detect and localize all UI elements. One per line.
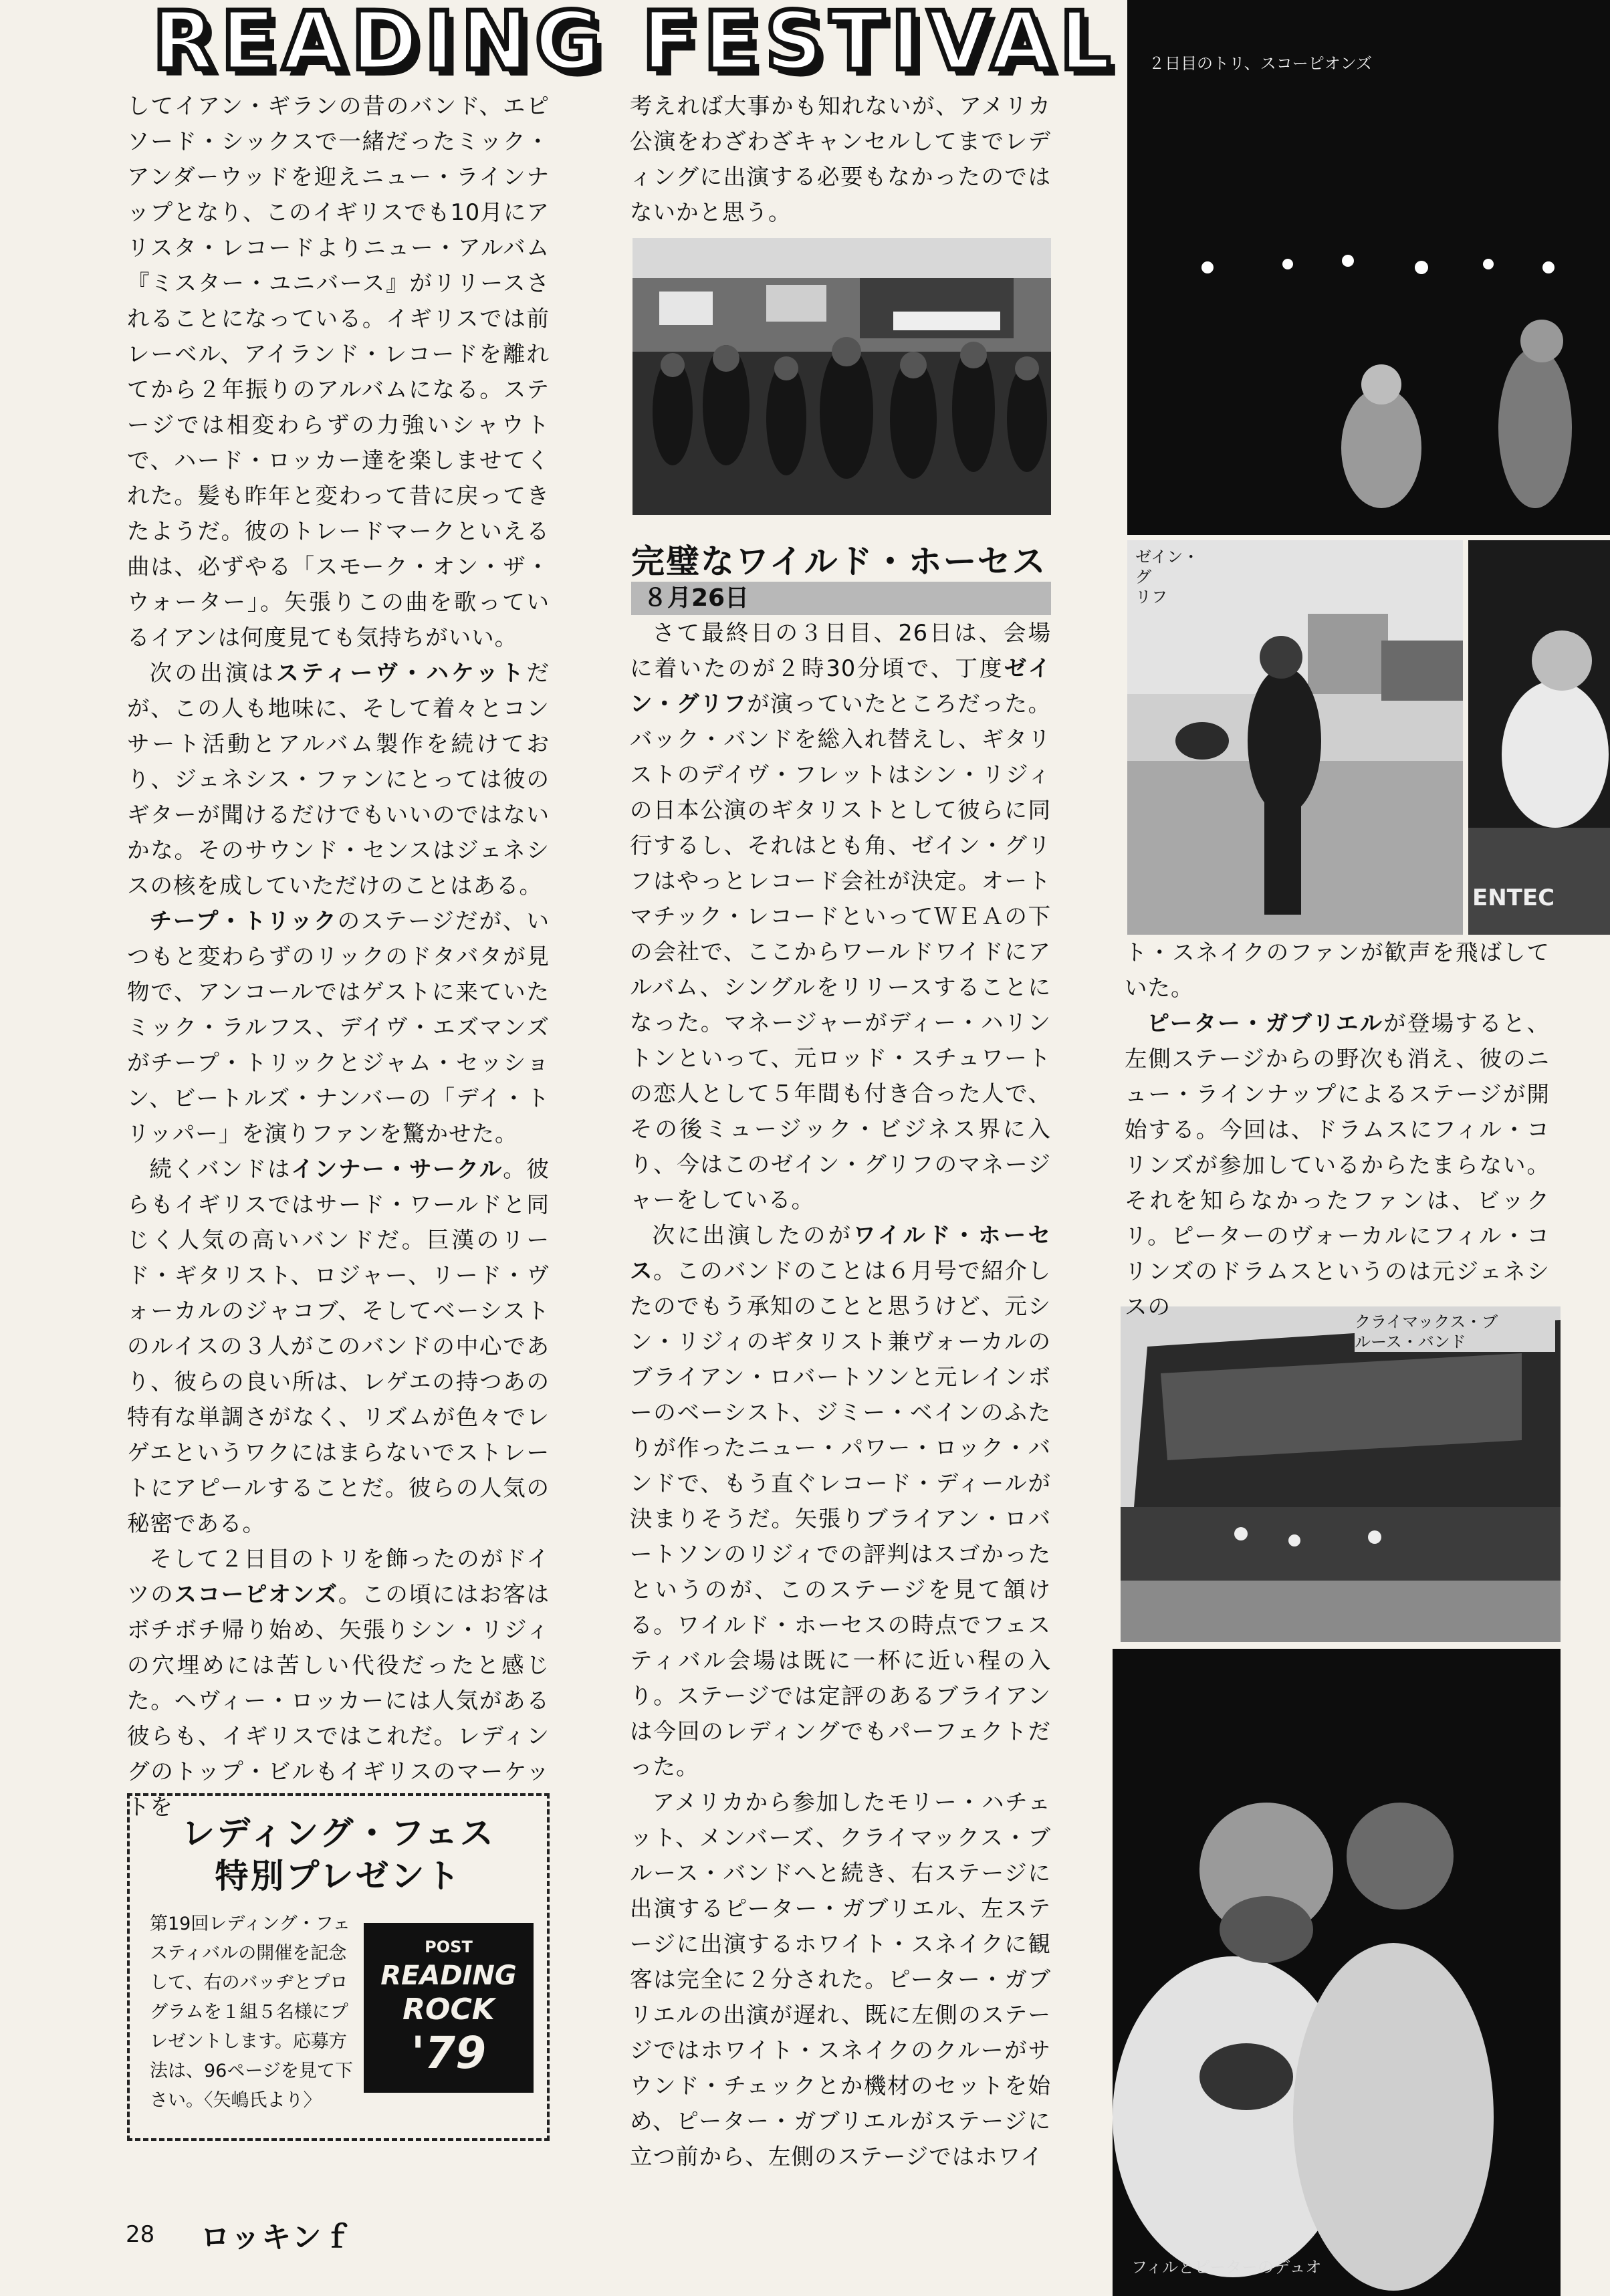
paragraph [127,1151,550,1541]
text-run: さて最終日の３日目、26日は、会場に着いたのが２時30分頃で、丁度 [630,620,1051,681]
paragraph [630,615,1051,1218]
paragraph [127,655,550,903]
zaine-griff-photo [1127,540,1463,935]
section-date: ８月26日 [631,582,1051,615]
paragraph [127,88,550,655]
present-heading-line-1: レディング・フェス [181,1814,495,1853]
article-column-3 [1125,935,1550,1325]
text-run: 次の出演は [149,660,277,686]
page-number: 28 [126,2221,155,2248]
badge-reading-text: READING [380,1960,517,1991]
paragraph [1125,935,1550,1006]
text-run: そして２日目のトリを飾ったのがドイツの [127,1546,550,1607]
text-run: が登場すると、左側ステージからの野次も消え、彼のニュー・ラインナップによるステージが開始する。今回は、ドラムスにフィル・コリンズが参加しているからたまらない。それを知らなかったファンは、ビックリ。ピーターのヴォーカルにフィル・コリンズのドラムスというのは元ジェネシスの [1125,1010,1550,1320]
bold-name: チープ・トリック [149,908,338,934]
section-heading: 完璧なワイルド・ホーセス [631,542,1047,581]
text-run: 。彼らもイギリスではサード・ワールドと同じく人気の高いバンドだ。巨漢のリード・ギタリスト、ロジャー、リード・ヴォーカルのジャコブ、そしてベーシストのルイスの３人がこのバンドの中心であり、彼らの良い所は、レゲエの持つあの特有な単調さがなく、リズムが色々でレゲエというワクにはまらないでストレートにアピールすることだ。彼らの人気の秘密である。 [127,1156,550,1536]
bold-name: インナー・サークル [291,1156,503,1182]
paragraph [127,903,550,1151]
article-column-1 [127,88,550,1825]
text-run: が演っていたところだった。バック・バンドを総入れ替えし、ギタリストのデイヴ・フレットはシン・リジィの日本公演のギタリストとして彼らに同行するし、それはとも角、ゼイン・グリフはやっとレコード会社が決定。オートマチック・レコードといってＷＥＡの下の会社で、ここからワールドワイドにアルバム、シングルをリリースすることになった。マネージャーがディー・ハリントンといって、元ロッド・スチュワートの恋人として５年間も付き合った人で、その後ミュージック・ビジネス界に入り、今はこのゼイン・グリフのマネージャーをしている。 [630,691,1052,1213]
text-run: してイアン・ギランの昔のバンド、エピソード・シックスで一緒だったミック・アンダーウッドを迎えニュー・ラインナップとなり、このイギリスでも10月にアリスタ・レコードよりニュー・アルバム『ミスター・ユニバース』がリリースされることになっている。イギリスでは前レーベル、アイランド・レコードを離れてから２年振りのアルバムになる。ステージでは相変わらずの力強いシャウトで、ハード・ロッカー達を楽しませてくれた。髪も昨年と変わって昔に戻ってきたようだ。彼のトレードマークといえる曲は、必ずやる「スモーク・オン・ザ・ウォーター」。矢張りこの曲を歌っているイアンは何度見ても気持ちがいい。 [127,93,550,651]
reading-rock-79-badge [364,1923,534,2093]
street-crowd-photo [632,238,1051,515]
paragraph [127,1541,550,1825]
text-run: 。このバンドのことは６月号で紹介したのでもう承知のことと思うけど、元シン・リジィのギタリスト兼ヴォーカルのブライアン・ロバートソンと元レインボーのベーシスト、ジミー・ベインのふたりが作ったニュー・パワー・ロック・バンドで、もう直ぐレコード・ディールが決まりそうだ。矢張りブライアン・ロバートソンのリジィでの評判はスゴかったというのが、このステージを見て頷ける。ワイルド・ホーセスの時点でフェスティバル会場は既に一杯に近い程の入り。ステージでは定評のあるブライアンは今回のレディングでもパーフェクトだった。 [630,1258,1052,1780]
magazine-logo: ロッキンｆ [201,2220,354,2255]
present-heading-line-2: 特別プレゼント [215,1857,462,1896]
present-text: 第19回レディング・フェスティバルの開催を記念して、右のバッヂとプログラムを１組５名様にプレゼントします。応募方法は、96ページを見て下さい。〈矢嶋氏より〉 [150,1914,353,2111]
badge-year-text: '79 [411,2027,487,2079]
article-column-2 [630,615,1051,2174]
badge-top-text: POST [425,1938,473,1956]
phil-and-peter-duo-photo [1113,1649,1561,2296]
paragraph: 考えれば大事かも知れないが、アメリカ公演をわざわざキャンセルしてまでレディングに出演する必要もなかったのではないかと思う。 [630,93,1051,225]
bold-name: ワイルド・ホーセス [630,1222,1051,1284]
photo-caption-duo: フィルとピーターのデュオ [1131,2258,1322,2277]
article-column-2-top [630,88,1051,235]
paragraph [630,1785,1051,2174]
paragraph [630,1218,1051,1785]
photo-caption-climax: クライマックス・ブ ルース・バンド [1355,1312,1555,1352]
photo-caption-scorpions: ２日目のトリ、スコーピオンズ [1149,54,1373,73]
text-run: アメリカから参加したモリー・ハチェット、メンバーズ、クライマックス・ブルース・バンドへと続き、右ステージに出演するピーター・ガブリエル、左ステージに出演するホワイト・スネイクに観客は完全に２分された。ピーター・ガブリエルの出演が遅れ、既に左側のステージではホワイト・スネイクのクルーがサウンド・チェックとか機材のセットを始め、ピーター・ガブリエルがステージに立つ前から、左側のステージではホワイ [630,1789,1051,2170]
climax-blues-band-stage-photo [1121,1306,1561,1642]
text-run: のステージだが、いつもと変わらずのリックのドタバタが見物で、アンコールではゲストに来ていたミック・ラルフス、デイヴ・エズマンズがチープ・トリックとジャム・セッション、ビートルズ・ナンバーの「デイ・トリッパー」を演りファンを驚かせた。 [127,908,550,1147]
text-run: だが、この人も地味に、そして着々とコンサート活動とアルバム製作を続けており、ジェネシス・ファンにとっては彼のギターが聞けるだけでもいいのではないかな。そのサウンド・センスはジェネシスの核を成していただけのことはある。 [127,660,550,899]
page-title: READING FESTIVAL [152,0,1118,88]
present-heading [130,1812,547,1898]
bold-name: スティーヴ・ハケット [276,660,527,686]
text-run: 。この頃にはお客はボチボチ帰り始め、矢張りシン・リジィの穴埋めには苦しい代役だったと感じた。ヘヴィー・ロッカーには人気がある彼らも、イギリスではこれだ。レディングのトップ・ビルもイギリスのマーケットを [127,1581,550,1820]
text-run: 続くバンドは [149,1156,292,1182]
text-run: ト・スネイクのファンが歓声を飛ばしていた。 [1125,939,1550,1001]
entec-logo-text: ENTEC [1472,885,1555,911]
text-run: 次に出演したのが [652,1222,854,1248]
bold-name: ゼイン・グリフ [630,655,1051,717]
scorpions-stage-photo [1127,0,1610,535]
paragraph [1125,1006,1550,1325]
photo-caption-zaine: ゼイン・グ リフ [1135,547,1209,607]
bold-name: ピーター・ガブリエル [1147,1010,1384,1036]
keyboard-player-photo [1468,540,1610,935]
badge-rock-text: ROCK [402,1992,495,2027]
bold-name: スコーピオンズ [174,1581,338,1607]
present-box [127,1793,550,2141]
